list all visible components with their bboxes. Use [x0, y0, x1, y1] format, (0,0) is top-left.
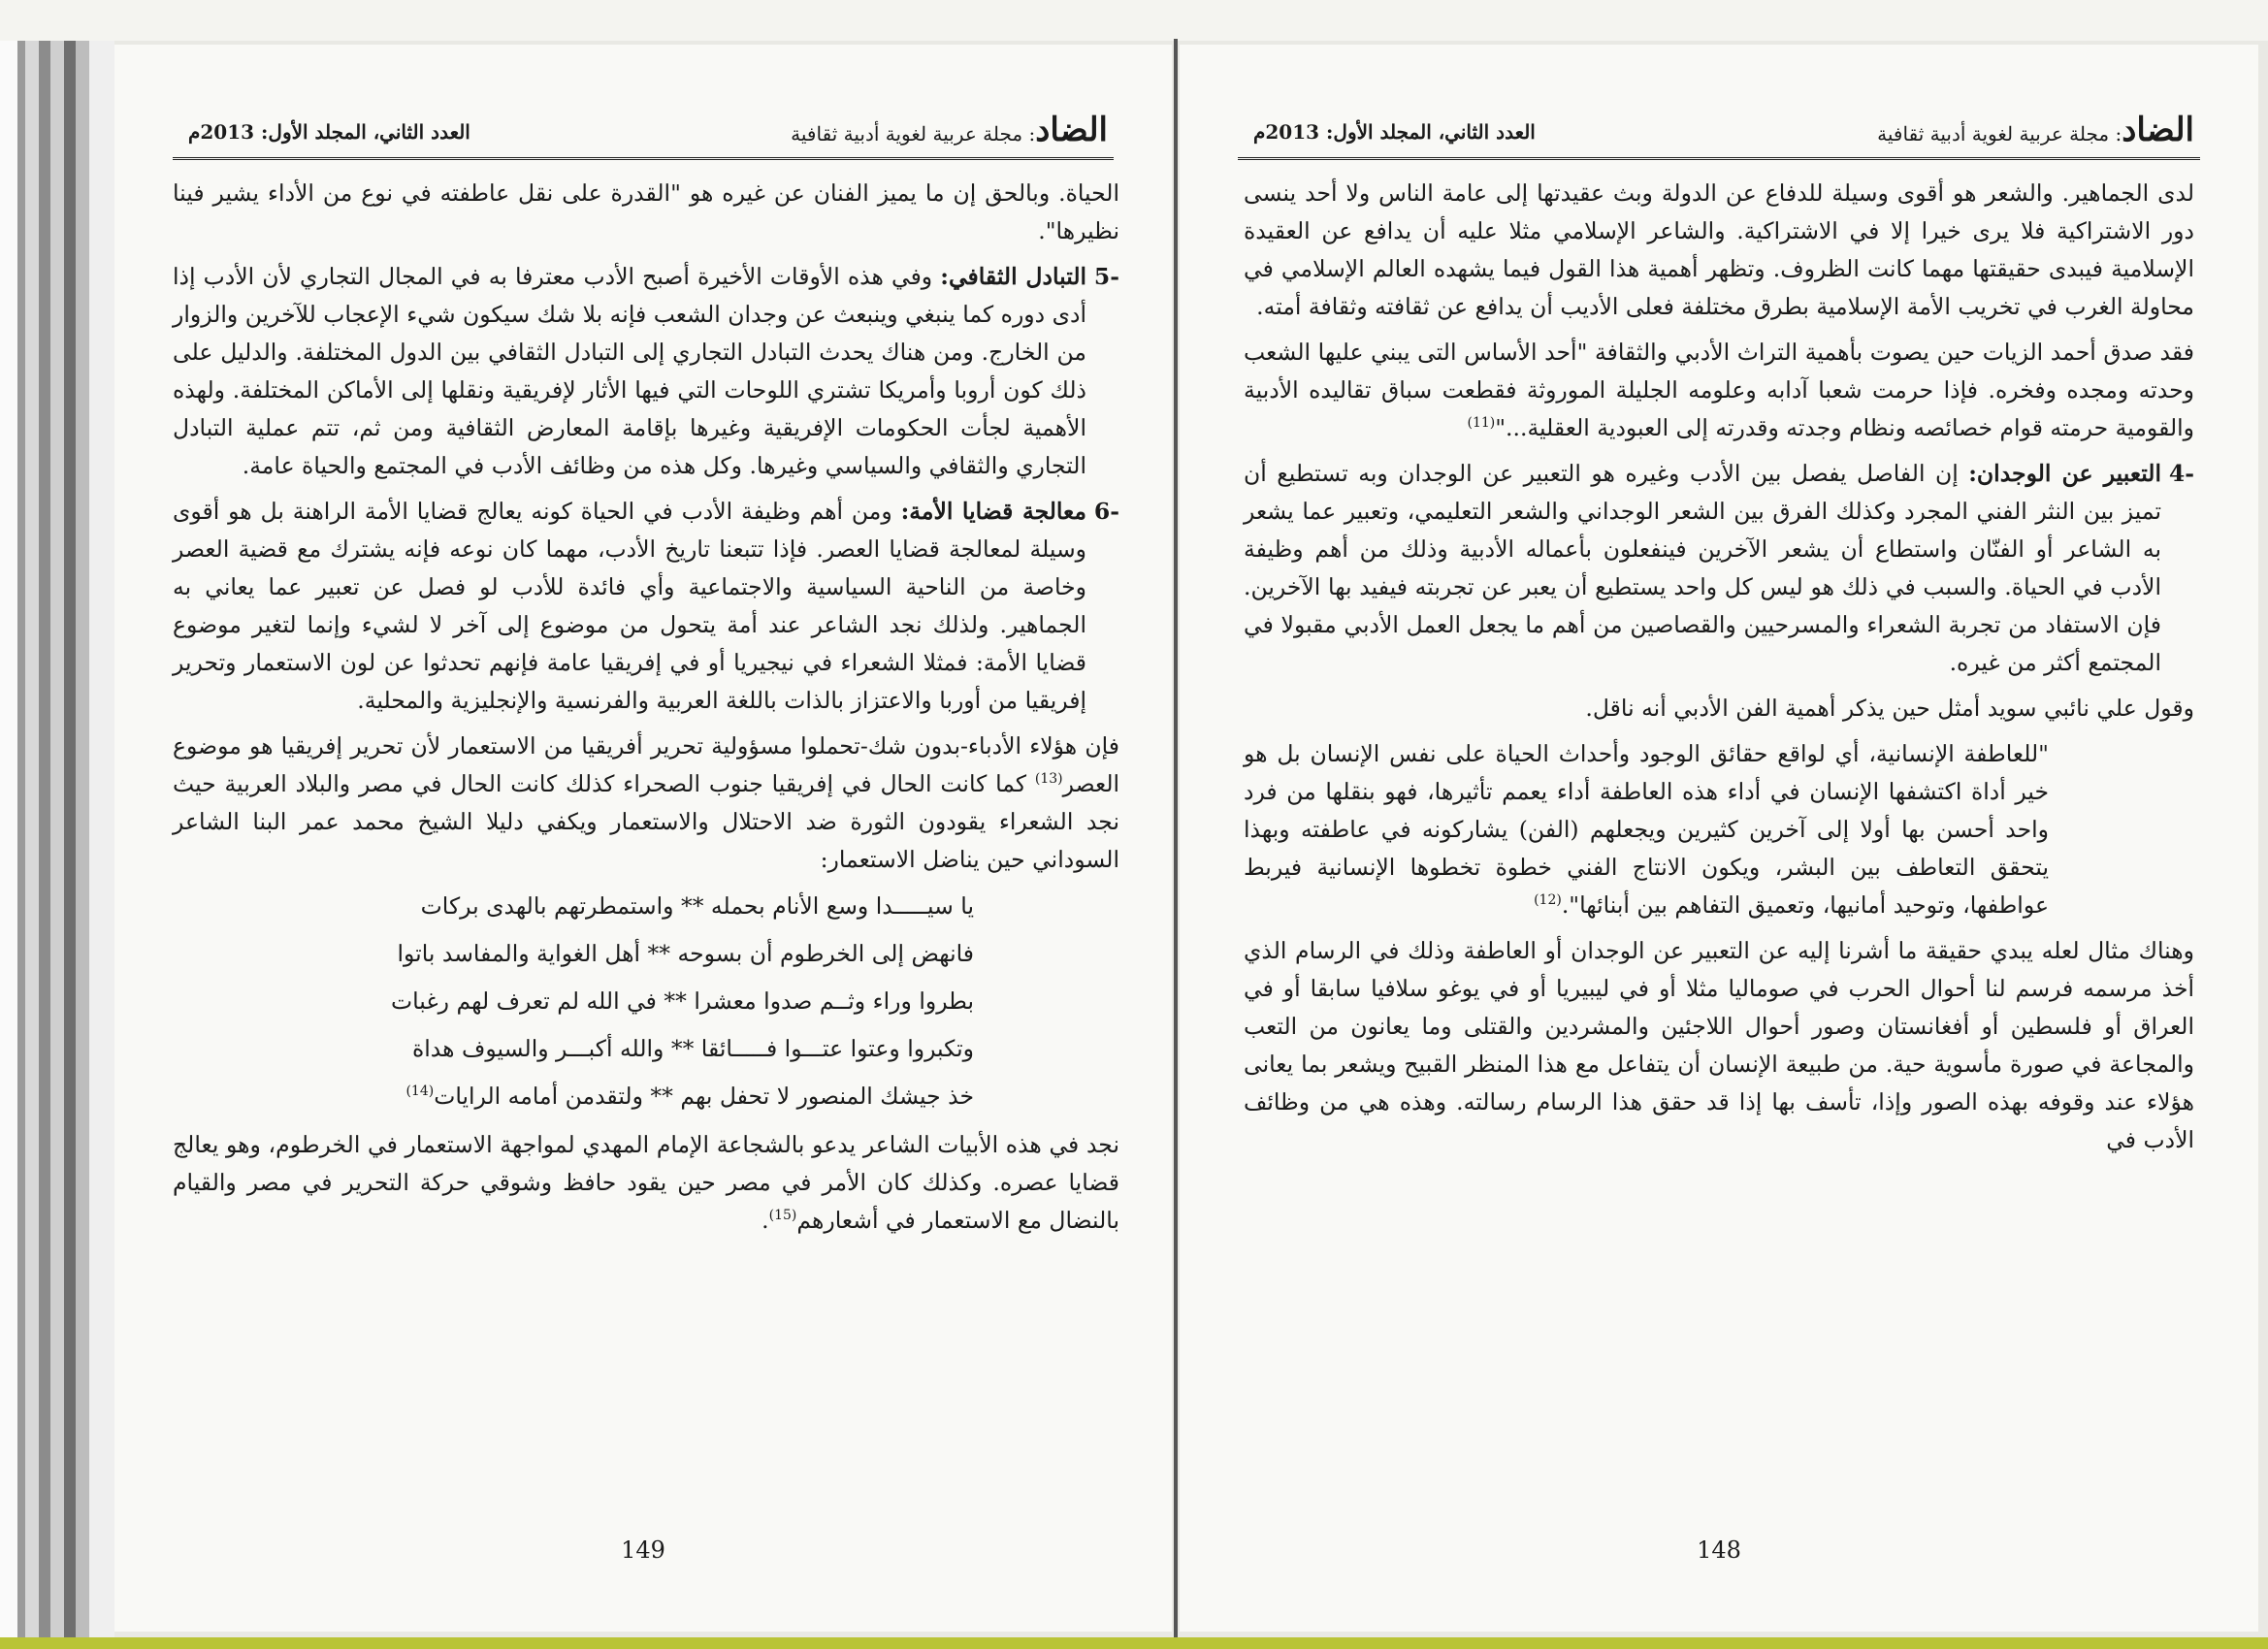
journal-title — [1877, 111, 2194, 149]
footnote-ref: (13) — [1034, 771, 1063, 788]
issue-info: العدد الثاني، المجلد الأول: 2013م — [1253, 120, 1536, 144]
paragraph-text: كما كانت الحال في إفريقيا جنوب الصحراء كذلك كانت الحال في مصر والبلاد العربية حيث نجد الشعراء يقودون الثورة ضد الاحتلال والاستعمار ويكفي دليلا الشيخ محمد عمر البنا الشاعر السوداني حين يناضل الاستعمار: — [173, 770, 1119, 873]
item-text: ومن أهم وظيفة الأدب في الحياة كونه يعالج قضايا الأمة الراهنة بل هو أقوى وسيلة لمعالجة قضايا العصر. فإذا تتبعنا تاريخ الأدب، مهما كان نوعه فإنه يشترك مع قضية العصر وخاصة من الناحية السياسية والاجتماعية وأي فائدة للأدب لو فصل عن تعبير عما يعاني به الجماهير. ولذلك نجد الشاعر عند أمة يتحول من موضوع إلى آخر لا لشيء وإنما لتغير موضوع قضايا الأمة: فمثلا الشعراء في نيجيريا أو في إفريقيا عامة فإنهم تحدثوا عن لون الاستعمار وتحرير إفريقيا من أوربا والاعتزاز بالذات باللغة العربية والفرنسية والإنجليزية والمحلية. — [173, 498, 1086, 714]
item-number: -6 — [1093, 498, 1119, 525]
journal-subtitle: : مجلة عربية لغوية أدبية ثقافية — [1877, 122, 2122, 146]
page-header — [1180, 107, 2258, 165]
poem-verse — [173, 1077, 974, 1116]
journal-brand: الضاد — [2122, 111, 2194, 149]
journal-title — [791, 111, 1108, 149]
item-title: التبادل الثقافي: — [940, 263, 1087, 290]
footnote-ref: (14) — [405, 1083, 435, 1100]
paragraph: لدى الجماهير. والشعر هو أقوى وسيلة للدفاع عن الدولة وبث عقيدتها إلى عامة الناس ولا أحد ينسى دور الاشتراكية فلا يرى خيرا إلا في الاشتراكية. والشاعر الإسلامي مثلا عليه أن يدافع عن العقيدة الإسلامية فيبدى حقيقتها مهما كانت الظروف. وتظهر أهمية هذا القول فيما يشهده العالم الإسلامي في محاولة الغرب في تخريب الأمة الإسلامية بطرق مختلفة فعلى الأديب أن يدافع عن ثقافته وثقافة أمته. — [1244, 179, 2194, 320]
item-title: معالجة قضايا الأمة: — [900, 498, 1086, 525]
paragraph: وقول علي نائبي سويد أمثل حين يذكر أهمية الفن الأدبي أنه ناقل. — [1585, 695, 2194, 722]
poem-verse: بطروا وراء وثــم صدوا معشرا ** في الله لم تعرف لهم رغبات — [391, 987, 974, 1015]
page-149 — [114, 45, 1172, 1632]
poem-verse: فانهض إلى الخرطوم أن بسوحه ** أهل الغواية والمفاسد باتوا — [397, 940, 974, 967]
header-rule — [173, 157, 1114, 160]
footnote-ref: (12) — [1534, 892, 1562, 909]
page-148 — [1180, 45, 2258, 1632]
page-number: 149 — [621, 1536, 665, 1564]
paragraph: نجد في هذه الأبيات الشاعر يدعو بالشجاعة الإمام المهدي لمواجهة الاستعمار في الخرطوم، وهو يعالج قضايا عصره. وكذلك كان الأمر في مصر حين يقود حافظ وشوقي حركة التحرير في مصر والقيام بالنضال مع الاستعمار في أشعارهم$^{(15)}$. — [173, 1131, 1119, 1234]
journal-brand: الضاد — [1035, 111, 1108, 149]
item-number: -4 — [2168, 460, 2194, 487]
item-number: -5 — [1093, 263, 1119, 290]
scan-bottom-strip — [0, 1637, 2268, 1649]
item-text: وفي هذه الأوقات الأخيرة أصبح الأدب معترفا به في المجال التجاري لأن الأدب إذا أدى دوره كما ينبغي وينبعث عن وجدان الشعب فإنه بلا شك سيكون شيء الإعجاب للآخرين والزوار من الخارج. ومن هناك يحدث التبادل التجاري إلى التبادل الثقافي بين الدول المختلفة. والدليل على ذلك كون أروبا وأمريكا تشتري اللوحات التي فيها الأثار لإفريقية ونقلها إلى الأماكن المختلفة. ولهذه الأهمية لجأت الحكومات الإفريقية وغيرها بإقامة المعارض الثقافية ومن ثم، تتم عملية التبادل التجاري والثقافي والسياسي وغيرها. وكل هذه من وظائف الأدب في المجتمع والحياة عامة. — [173, 263, 1086, 479]
page-body — [173, 175, 1119, 1247]
paragraph — [173, 728, 1119, 879]
paragraph-text: فقد صدق أحمد الزيات حين يصوت بأهمية التراث الأدبي والثقافة "أحد الأساس التى يبني عليها الشعب وحدته ومجده وفخره. فإذا حرمت شعبا آدابه وعلومه الجليلة الموروثة فقطعت سباق تقاليده الأدبية والقومية حرمته قوام خصائصه ونظام وجدته وقدرته إلى العبودية العقلية..." — [1244, 339, 2194, 441]
item-title: التعبير عن الوجدان: — [1968, 460, 2161, 487]
numbered-item-4 — [1244, 455, 2194, 682]
page-header — [114, 107, 1172, 165]
footnote-ref: (15) — [768, 1208, 797, 1224]
page-number: 148 — [1697, 1536, 1741, 1564]
poem — [173, 887, 1119, 1116]
paragraph-text: نجد في هذه الأبيات الشاعر يدعو بالشجاعة الإمام المهدي لمواجهة الاستعمار في الخرطوم، وهو يعالج قضايا عصره. وكذلك كان الأمر في مصر حين يقود حافظ وشوقي حركة التحرير في مصر والقيام بالنضال مع الاستعمار في أشعارهم — [173, 1131, 1119, 1234]
page-spine — [1174, 39, 1178, 1639]
paragraph: وهناك مثال لعله يبدي حقيقة ما أشرنا إليه عن التعبير عن الوجدان أو العاطفة وذلك في الرسام الذي أخذ مرسمه فرسم لنا أحوال الحرب في صوماليا مثلا أو في ليبيريا أو في يوغو سلافيا سابقا أو في العراق أو فلسطين أو أفغانستان وصور أحوال اللاجئين والمشردين والقتلى وما يعانون من التعب والمجاعة في صورة مأسوية حية. من طبيعة الإنسان أن يتفاعل مع هذا المنظر القبيح ويشعر بما يعانى هؤلاء عند وقوفه بهذه الصور وإذا، تأسف بها إذا قد حقق هذا الرسام رسالته. وهذه هي من وظائف الأدب في — [1244, 937, 2194, 1153]
issue-info: العدد الثاني، المجلد الأول: 2013م — [188, 120, 470, 144]
header-rule — [1238, 157, 2200, 160]
journal-subtitle: : مجلة عربية لغوية أدبية ثقافية — [791, 122, 1036, 146]
scan-top-edge — [0, 0, 2268, 41]
paragraph-text: فإن هؤلاء الأدباء-بدون شك-تحملوا مسؤولية تحرير أفريقيا من الاستعمار لأن تحرير إفريقيا هو موضوع العصر — [173, 732, 1120, 797]
book-binding-edge — [0, 41, 114, 1637]
paragraph — [1244, 334, 2194, 447]
item-text: إن الفاصل يفصل بين الأدب وغيره هو التعبير عن الوجدان وبه تستطيع أن تميز بين النثر الفني المجرد وكذلك الفرق بين الشعر الوجداني والشعر التعليمي، وتعبير عما يشعر به الشاعر أو الفنّان واستطاع أن يشعر الآخرين فينفعلون بأعماله الأدبية وذلك من أهم وظيفة الأدب في الحياة. والسبب في ذلك هو ليس كل واحد يستطيع أن يعبر عن تجربته فيفيد بها الآخرين. فإن الاستفاد من تجربة الشعراء والمسرحيين والقصاصين من أهم ما يجعل العمل الأدبي مقبولا في المجتمع أكثر من غيره. — [1244, 460, 2161, 676]
numbered-item-5 — [173, 258, 1119, 485]
quote-text: "للعاطفة الإنسانية، أي لواقع حقائق الوجود وأحداث الحياة على نفس الإنسان بل هو خير أداة اكتشفها الإنسان في أداء هذه العاطفة أداء يعمم تأثيرها، فهو بنقلها من فرد واحد أحسن بها أولا إلى آخرين كثيرين ويجعلهم (الفن) يشاركونه في عاطفته وبهذا يتحقق التعاطف بين البشر، ويكون الانتاج الفني خطوة تخطوها الإنسانية فيربط عواطفها، وتوحيد أمانيها، وتعميق التفاهم بين أبنائها". — [1244, 740, 2049, 919]
page-body — [1244, 175, 2194, 1167]
block-quote — [1244, 735, 2194, 924]
poem-verse: يا سيـــــدا وسع الأنام بحمله ** واستمطرتهم بالهدى بركات — [420, 892, 974, 920]
footnote-ref: (11) — [1467, 415, 1496, 432]
paragraph: الحياة. وبالحق إن ما يميز الفنان عن غيره هو "القدرة على نقل عاطفته في نوع من الأداء يشير فينا نظيرها". — [173, 179, 1119, 244]
poem-verse-text: خذ جيشك المنصور لا تحفل بهم ** ولتقدمن أمامه الرايات — [434, 1083, 974, 1110]
numbered-item-6 — [173, 493, 1119, 720]
poem-verse: وتكبروا وعتوا عتـــوا فـــــائقا ** والله أكبـــر والسيوف هداة — [411, 1035, 974, 1062]
